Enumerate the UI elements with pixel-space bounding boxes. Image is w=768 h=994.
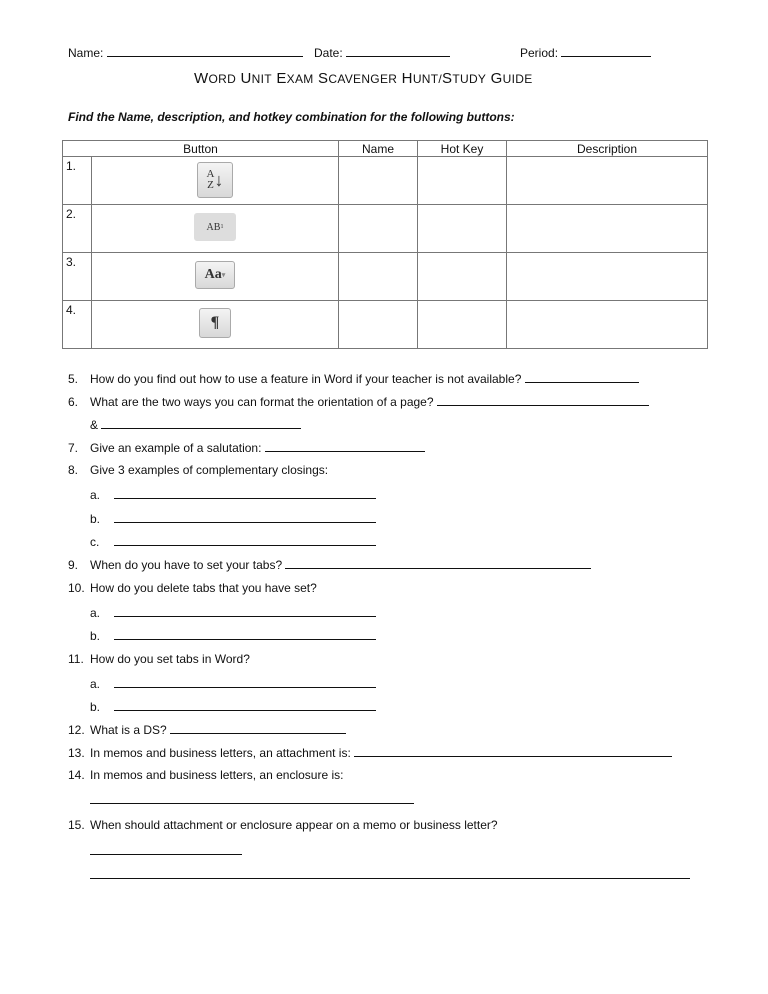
pilcrow-icon: ¶ — [199, 308, 231, 338]
period-blank[interactable] — [561, 45, 651, 57]
question-10: 10. How do you delete tabs that you have set? — [68, 581, 317, 595]
change-case-icon: Aa ▾ — [195, 261, 235, 289]
row-number: 2. — [63, 205, 92, 253]
question-15-line-1 — [90, 843, 242, 858]
date-label: Date: — [314, 46, 343, 60]
answer-blank[interactable] — [90, 843, 242, 855]
question-13: 13. In memos and business letters, an attachment is: — [68, 745, 672, 760]
header-hotkey: Hot Key — [418, 141, 507, 157]
description-cell[interactable] — [507, 157, 708, 205]
description-cell[interactable] — [507, 301, 708, 349]
hotkey-cell[interactable] — [418, 157, 507, 205]
question-10a: a. — [90, 605, 376, 620]
answer-blank[interactable] — [170, 722, 346, 734]
question-14: 14. In memos and business letters, an enclosure is: — [68, 768, 344, 782]
date-blank[interactable] — [346, 45, 450, 57]
row-number: 1. — [63, 157, 92, 205]
hotkey-cell[interactable] — [418, 205, 507, 253]
answer-blank[interactable] — [90, 792, 414, 804]
question-10b: b. — [90, 628, 376, 643]
question-6-continued: & — [90, 417, 301, 432]
question-11: 11. How do you set tabs in Word? — [68, 652, 250, 666]
answer-blank[interactable] — [114, 511, 376, 523]
table-row — [63, 301, 708, 349]
name-cell[interactable] — [339, 157, 418, 205]
name-field[interactable] — [68, 45, 303, 60]
question-8: 8. Give 3 examples of complementary closings: — [68, 463, 329, 477]
name-cell[interactable] — [339, 301, 418, 349]
question-8a: a. — [90, 487, 376, 502]
header-description: Description — [507, 141, 708, 157]
answer-blank[interactable] — [285, 557, 591, 569]
date-field[interactable] — [314, 45, 450, 60]
superscript-icon: AB 1 — [194, 213, 236, 241]
question-8b: b. — [90, 511, 376, 526]
button-cell — [92, 301, 339, 349]
table-header-row — [63, 141, 708, 157]
header-button: Button — [63, 141, 339, 157]
button-cell — [92, 253, 339, 301]
answer-blank[interactable] — [90, 867, 690, 879]
question-15: 15. When should attachment or enclosure appear on a memo or business letter? — [68, 818, 498, 832]
question-11a: a. — [90, 676, 376, 691]
hotkey-cell[interactable] — [418, 301, 507, 349]
question-12: 12. What is a DS? — [68, 722, 346, 737]
instructions: Find the Name, description, and hotkey combination for the following buttons: — [68, 110, 515, 124]
name-cell[interactable] — [339, 253, 418, 301]
header-name: Name — [339, 141, 418, 157]
name-cell[interactable] — [339, 205, 418, 253]
description-cell[interactable] — [507, 253, 708, 301]
page-title: WORD UNIT EXAM SCAVENGER HUNT/STUDY GUIDE — [194, 70, 533, 87]
period-field[interactable] — [520, 45, 651, 60]
question-8c: c. — [90, 534, 376, 549]
button-cell — [92, 205, 339, 253]
question-9: 9. When do you have to set your tabs? — [68, 557, 591, 572]
name-blank[interactable] — [107, 45, 303, 57]
period-label: Period: — [520, 46, 559, 60]
answer-blank[interactable] — [354, 745, 672, 757]
question-7: 7. Give an example of a salutation: — [68, 440, 425, 455]
answer-blank[interactable] — [525, 371, 639, 383]
button-cell — [92, 157, 339, 205]
table-row — [63, 205, 708, 253]
sort-az-icon: A Z ↓ — [197, 162, 233, 198]
answer-blank[interactable] — [265, 440, 425, 452]
answer-blank[interactable] — [114, 534, 376, 546]
row-number: 3. — [63, 253, 92, 301]
answer-blank[interactable] — [101, 417, 301, 429]
table-row — [63, 157, 708, 205]
name-label: Name: — [68, 46, 104, 60]
question-6: 6. What are the two ways you can format the orientation of a page? — [68, 394, 649, 409]
question-11b: b. — [90, 699, 376, 714]
description-cell[interactable] — [507, 205, 708, 253]
question-15-line-2 — [90, 867, 690, 882]
answer-blank[interactable] — [114, 628, 376, 640]
answer-blank[interactable] — [114, 676, 376, 688]
answer-blank[interactable] — [114, 699, 376, 711]
row-number: 4. — [63, 301, 92, 349]
answer-blank[interactable] — [114, 487, 376, 499]
question-5: 5. How do you find out how to use a feature in Word if your teacher is not available? — [68, 371, 639, 386]
answer-blank[interactable] — [114, 605, 376, 617]
question-14-line — [90, 792, 414, 807]
answer-blank[interactable] — [437, 394, 649, 406]
hotkey-cell[interactable] — [418, 253, 507, 301]
table-row — [63, 253, 708, 301]
buttons-table — [62, 140, 708, 349]
